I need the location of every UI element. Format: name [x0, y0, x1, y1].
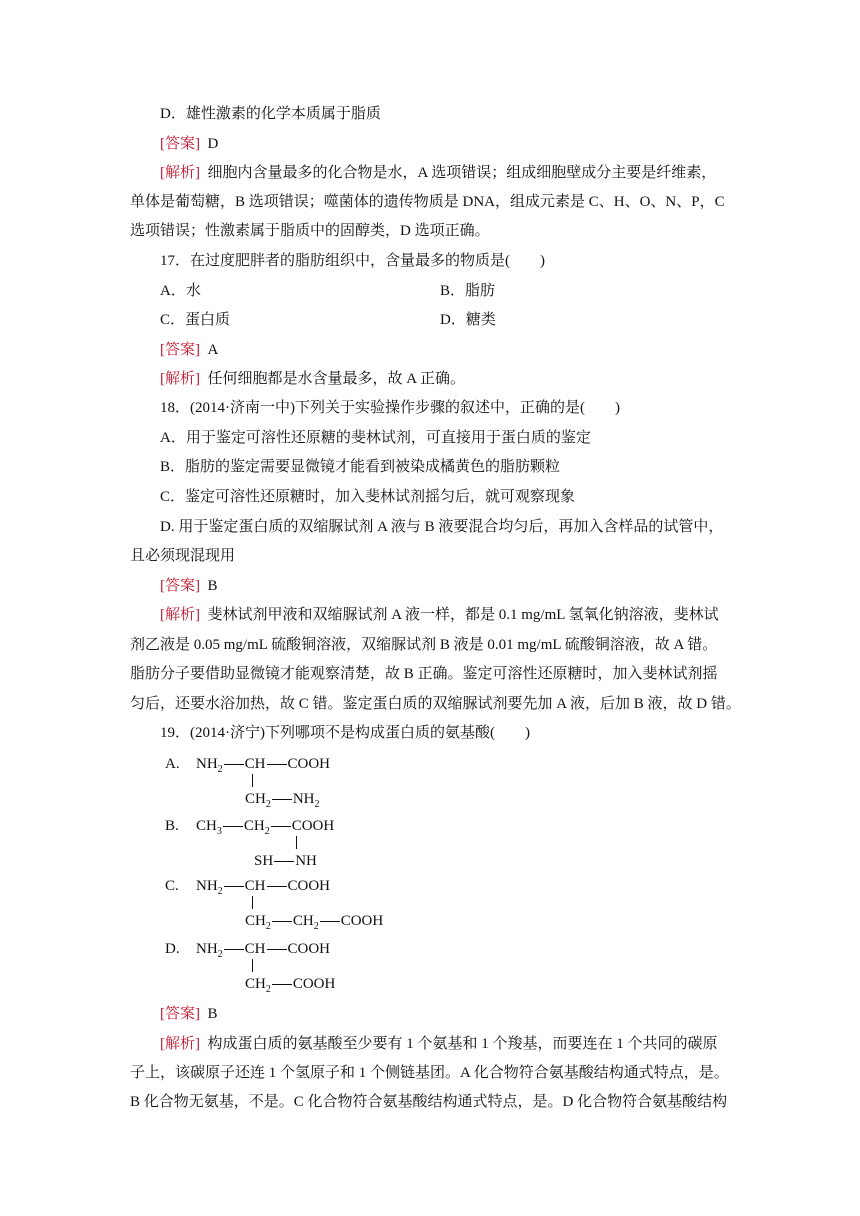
answer-tag: [答案] — [160, 342, 200, 358]
q17-option-d: D．糖类 — [440, 312, 496, 328]
q18-option-b: B．脂肪的鉴定需要显微镜才能看到被染成橘黄色的脂肪颗粒 — [160, 459, 561, 475]
q19-analysis-line-2: 子上，该碳原子还连 1 个氢原子和 1 个侧链基团。A 化合物符合氨基酸结构通式特点，是。 — [130, 1065, 729, 1081]
answer-value: B — [207, 1006, 218, 1022]
q18-option-d-line-1: D. 用于鉴定蛋白质的双缩脲试剂 A 液与 B 液要混合均匀后，再加入含样品的试管中， — [160, 519, 724, 535]
formula-row: $CH_2$ COOH — [245, 976, 336, 995]
q19-analysis-line-1 — [160, 1034, 740, 1054]
formula-row: $NH_2$ CH COOH — [196, 756, 331, 775]
q18-analysis-line-3: 脂肪分子要借助显微镜才能观察清楚，故 B 正确。鉴定可溶性还原糖时，加入斐林试剂摇 — [130, 666, 718, 682]
bond-line — [252, 959, 253, 972]
analysis-text: 斐林试剂甲液和双缩脲试剂 A 液一样，都是 0.1 mg/mL 氢氧化钠溶液，斐林试 — [207, 607, 719, 623]
bond-line — [296, 836, 297, 849]
q19-analysis-line-3: B 化合物无氨基，不是。C 化合物符合氨基酸结构通式特点，是。D 化合物符合氨基酸结构 — [130, 1094, 728, 1110]
analysis-tag: [解析] — [160, 371, 200, 387]
q16-analysis-line-3: 选项错误；性激素属于脂质中的固醇类，D 选项正确。 — [130, 223, 490, 239]
formula-row: $CH_3$ $CH_2$ COOH — [196, 818, 335, 837]
formula-row: $NH_2$ CH COOH — [196, 941, 331, 960]
formula-row: $NH_2$ CH COOH — [196, 878, 331, 897]
answer-tag: [答案] — [160, 1006, 200, 1022]
answer-tag: [答案] — [160, 578, 200, 594]
q17-option-b: B．脂肪 — [440, 283, 496, 299]
q17-answer — [160, 340, 740, 360]
q19-stem: 19．(2014·济宁)下列哪项不是构成蛋白质的氨基酸( ) — [160, 725, 530, 741]
bond-line — [252, 896, 253, 909]
analysis-text: 细胞内含量最多的化合物是水，A 选项错误；组成细胞壁成分主要是纤维素， — [207, 165, 717, 181]
option-label: D. — [165, 941, 180, 957]
answer-tag: [答案] — [160, 136, 200, 152]
q17-options-row-2 — [160, 310, 740, 330]
q18-analysis-line-2: 剂乙液是 0.05 mg/mL 硫酸铜溶液，双缩脲试剂 B 液是 0.01 mg/mL 硫酸铜溶液，故 A 错。 — [130, 637, 718, 653]
analysis-tag: [解析] — [160, 165, 200, 181]
q17-option-a: A．水 — [160, 283, 201, 299]
q18-option-d-line-2: 且必须现混现用 — [130, 548, 236, 564]
answer-value: D — [207, 136, 219, 152]
option-label: B. — [165, 818, 179, 834]
formula-row: $CH_2$ $CH_2$ COOH — [245, 913, 384, 932]
q19-answer — [160, 1004, 740, 1024]
analysis-tag: [解析] — [160, 1036, 200, 1052]
q18-analysis-line-4: 匀后，还要水浴加热，故 C 错。鉴定蛋白质的双缩脲试剂要先加 A 液，后加 B 液，故 D 错。 — [130, 696, 741, 712]
answer-value: B — [207, 578, 218, 594]
analysis-text: 构成蛋白质的氨基酸至少要有 1 个氨基和 1 个羧基，而要连在 1 个共同的碳原 — [207, 1036, 718, 1052]
bond-line — [252, 774, 253, 787]
option-label: A. — [165, 756, 180, 772]
q17-analysis-line-1 — [160, 369, 740, 389]
q17-option-c: C．蛋白质 — [160, 312, 231, 328]
q18-stem: 18．(2014·济南一中)下列关于实验操作步骤的叙述中，正确的是( ) — [160, 400, 620, 416]
q16-analysis-line-1 — [160, 163, 740, 183]
analysis-text: 任何细胞都是水含量最多，故 A 正确。 — [207, 371, 466, 387]
q16-answer — [160, 134, 740, 154]
q16-analysis-line-2: 单体是葡萄糖，B 选项错误；噬菌体的遗传物质是 DNA，组成元素是 C、H、O、N、P，C — [130, 194, 725, 210]
q16-option-d: D．雄性激素的化学本质属于脂质 — [160, 106, 381, 122]
q18-analysis-line-1 — [160, 605, 740, 625]
q18-answer — [160, 576, 740, 596]
q17-options-row-1 — [160, 281, 740, 301]
analysis-tag: [解析] — [160, 607, 200, 623]
formula-row: $CH_2$ $NH_2$ — [245, 791, 320, 810]
answer-value: A — [207, 342, 219, 358]
formula-row: SH NH — [254, 853, 317, 869]
q18-option-a: A．用于鉴定可溶性还原糖的斐林试剂，可直接用于蛋白质的鉴定 — [160, 430, 591, 446]
q18-option-c: C．鉴定可溶性还原糖时，加入斐林试剂摇匀后，就可观察现象 — [160, 489, 576, 505]
option-label: C. — [165, 878, 179, 894]
q17-stem: 17．在过度肥胖者的脂肪组织中，含量最多的物质是( ) — [160, 253, 545, 269]
